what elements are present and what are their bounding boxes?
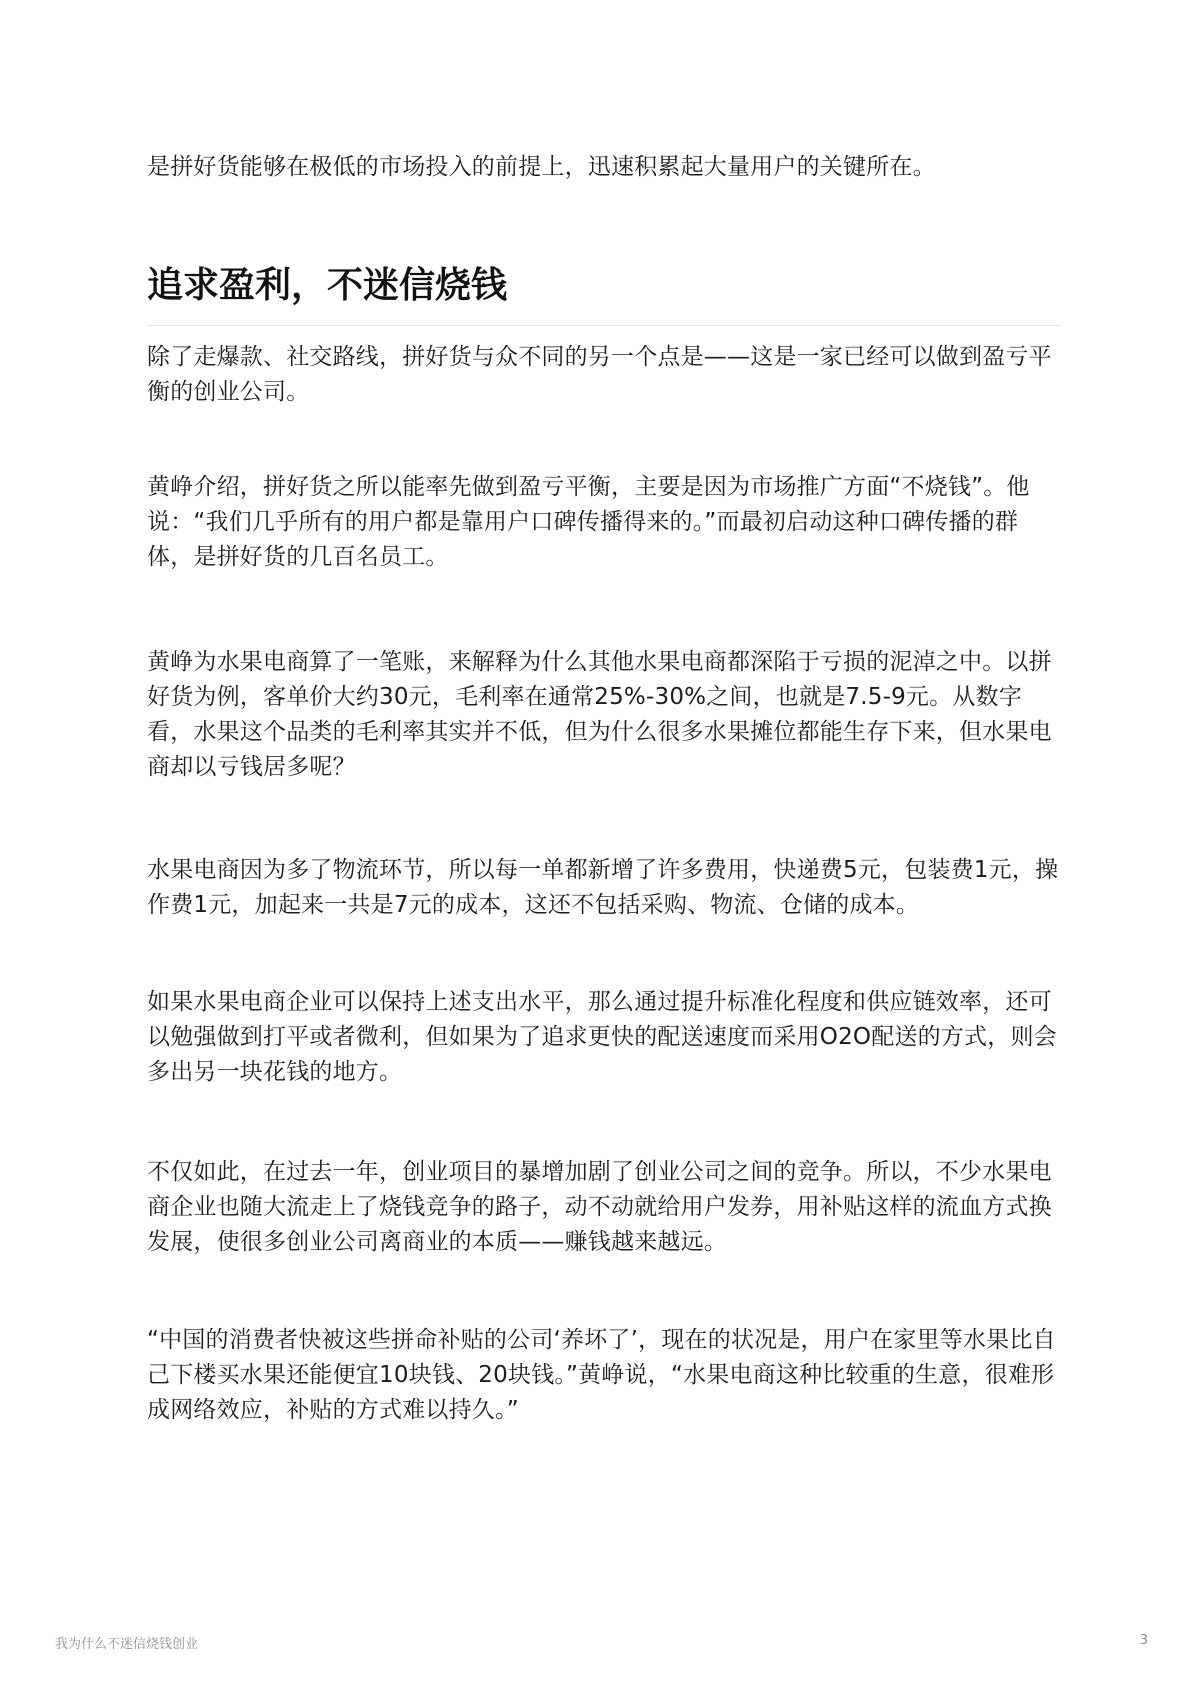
footer-document-title: 我为什么不迷信烧钱创业 xyxy=(55,1637,199,1652)
paragraph: 不仅如此，在过去一年，创业项目的暴增加剧了创业公司之间的竞争。所以，不少水果电商企业也随大流走上了烧钱竞争的路子，动不动就给用户发券，用补贴这样的流血方式换发展，使很多创业公司离商业的本质——赚钱越来越远。 xyxy=(147,1159,1052,1255)
paragraph: 除了走爆款、社交路线，拼好货与众不同的另一个点是——这是一家已经可以做到盈亏平衡的创业公司。 xyxy=(147,344,1052,405)
section-heading: 追求盈利，不迷信烧钱 xyxy=(147,265,508,306)
paragraph: 黄峥为水果电商算了一笔账，来解释为什么其他水果电商都深陷于亏损的泥淖之中。以拼好货为例，客单价大约30元，毛利率在通常25%-30%之间，也就是7.5-9元。从数字看，水果这个品类的毛利率其实并不低，但为什么很多水果摊位都能生存下来，但水果电商却以亏钱居多呢？ xyxy=(147,649,1052,780)
paragraph: 黄峥介绍，拼好货之所以能率先做到盈亏平衡，主要是因为市场推广方面“不烧钱”。他说：“我们几乎所有的用户都是靠用户口碑传播得来的。”而最初启动这种口碑传播的群体，是拼好货的几百名员工。 xyxy=(147,474,1030,570)
heading-divider xyxy=(147,325,1061,326)
paragraph: “中国的消费者快被这些拼命补贴的公司‘养坏了’，现在的状况是，用户在家里等水果比自己下楼买水果还能便宜10块钱、20块钱。”黄峥说，“水果电商这种比较重的生意，很难形成网络效应，补贴的方式难以持久。” xyxy=(147,1327,1056,1423)
paragraph: 水果电商因为多了物流环节，所以每一单都新增了许多费用，快递费5元，包装费1元，操作费1元，加起来一共是7元的成本，这还不包括采购、物流、仓储的成本。 xyxy=(147,857,1059,918)
intro-paragraph: 是拼好货能够在极低的市场投入的前提上，迅速积累起大量用户的关键所在。 xyxy=(147,154,936,180)
footer-page-number: 3 xyxy=(1139,1633,1148,1648)
paragraph: 如果水果电商企业可以保持上述支出水平，那么通过提升标准化程度和供应链效率，还可以勉强做到打平或者微利，但如果为了追求更快的配送速度而采用O2O配送的方式，则会多出另一块花钱的地方。 xyxy=(147,989,1057,1085)
